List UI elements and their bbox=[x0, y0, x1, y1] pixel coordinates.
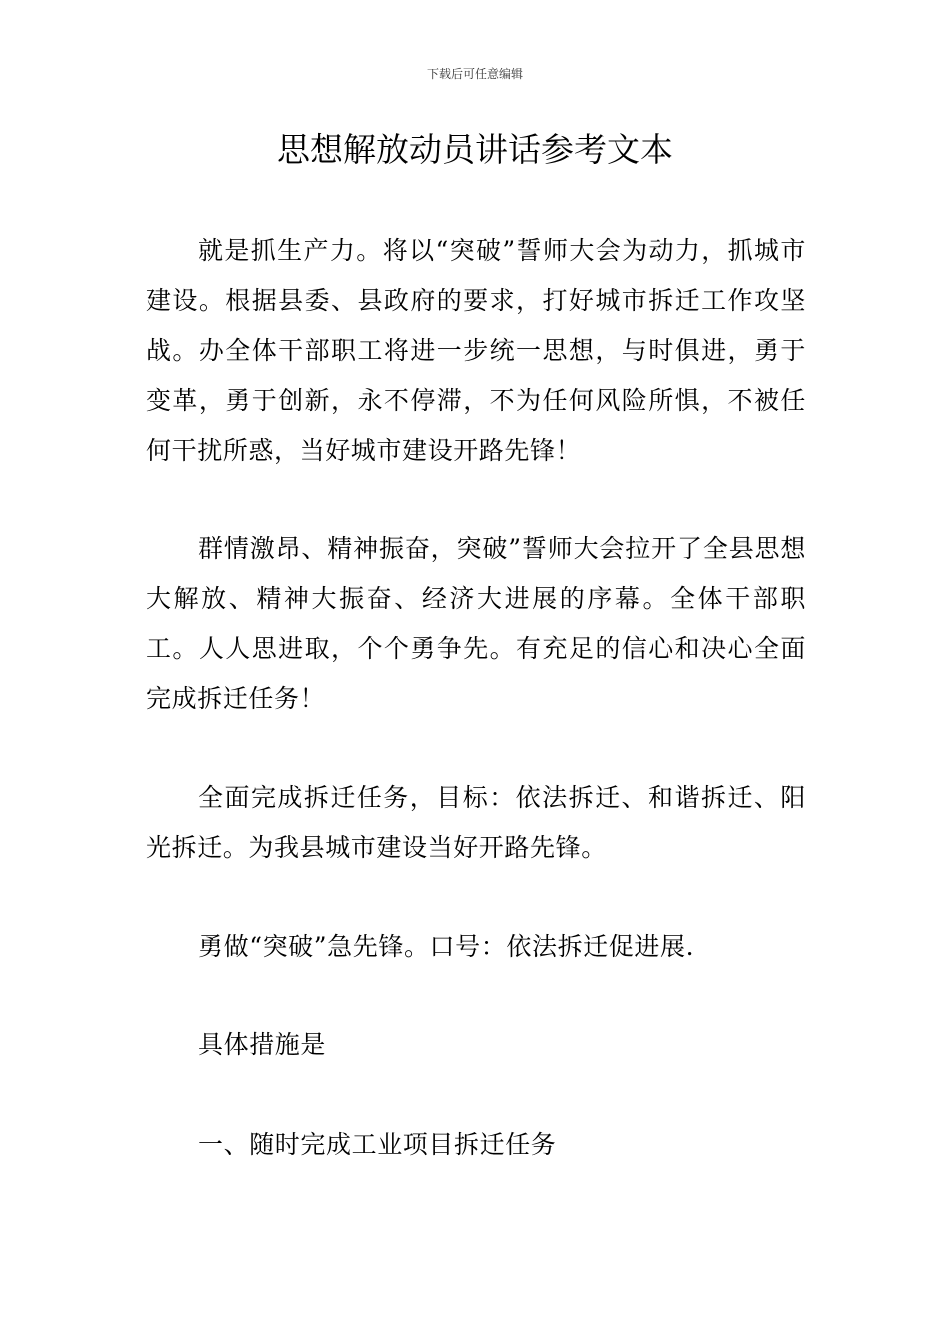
paragraph-1: 就是抓生产力。将以“突破”誓师大会为动力，抓城市建设。根据县委、县政府的要求，打好城市拆迁工作攻坚战。办全体干部职工将进一步统一思想，与时俱进，勇于变革，勇于创新，永不停滞，不为任何风险所惧，不被任何干扰所惑，当好城市建设开路先锋！ bbox=[146, 236, 806, 465]
paragraph-4: 勇做“突破”急先锋。口号：依法拆迁促进展. bbox=[198, 932, 695, 961]
document-title: 思想解放动员讲话参考文本 bbox=[277, 130, 673, 169]
paragraph-5: 具体措施是 bbox=[198, 1030, 327, 1059]
header-note: 下载后可任意编辑 bbox=[426, 67, 523, 81]
paragraph-2: 群情激昂、精神振奋，突破”誓师大会拉开了全县思想大解放、精神大振奋、经济大进展的序幕。全体干部职工。人人思进取，个个勇争先。有充足的信心和决心全面完成拆迁任务！ bbox=[146, 534, 806, 713]
section-heading-1: 一、随时完成工业项目拆迁任务 bbox=[198, 1130, 557, 1159]
paragraph-3: 全面完成拆迁任务，目标：依法拆迁、和谐拆迁、阳光拆迁。为我县城市建设当好开路先锋。 bbox=[146, 783, 806, 862]
